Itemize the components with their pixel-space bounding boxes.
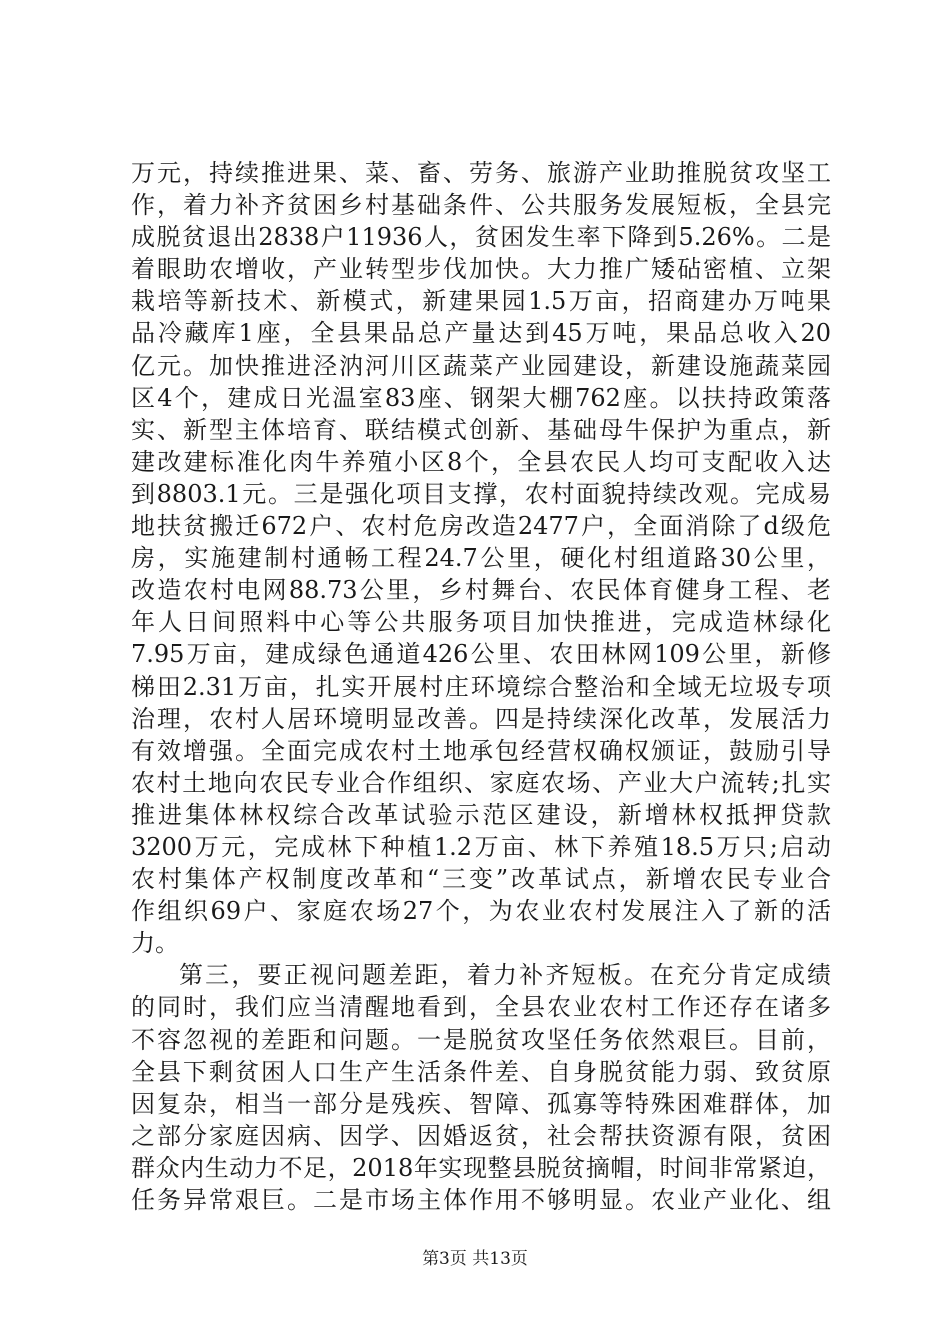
text-line: 亿元。加快推进泾汭河川区蔬菜产业园建设，新建设施蔬菜园 [131,351,831,380]
text-line: 任务异常艰巨。二是市场主体作用不够明显。农业产业化、组 [131,1186,831,1214]
text-line: 地扶贫搬迁672户、农村危房改造2477户，全面消除了d级危 [131,512,831,541]
text-line: 改造农村电网88.73公里，乡村舞台、农民体育健身工程、老 [131,576,831,605]
page-footer: 第3页 共13页 [422,1249,528,1269]
text-line: 到8803.1元。三是强化项目支撑，农村面貌持续改观。完成易 [131,479,831,508]
text-line: 不容忽视的差距和问题。一是脱贫攻坚任务依然艰巨。目前， [131,1025,831,1054]
text-line: 年人日间照料中心等公共服务项目加快推进，完成造林绿化 [131,608,831,637]
text-line: 成脱贫退出2838户11936人，贫困发生率下降到5.26%。二是 [131,223,831,252]
text-line: 作，着力补齐贫困乡村基础条件、公共服务发展短板，全县完 [131,191,831,220]
text-line: 全县下剩贫困人口生产生活条件差、自身脱贫能力弱、致贫原 [131,1057,831,1086]
text-line: 房，实施建制村通畅工程24.7公里，硬化村组道路30公里， [131,544,831,573]
text-line: 因复杂，相当一部分是残疾、智障、孤寡等特殊困难群体，加 [131,1089,831,1118]
text-line: 梯田2.31万亩，扎实开展村庄环境综合整治和全域无垃圾专项 [131,672,831,701]
text-line: 群众内生动力不足，2018年实现整县脱贫摘帽，时间非常紧迫， [131,1153,831,1182]
text-line: 区4个，建成日光温室83座、钢架大棚762座。以扶持政策落 [131,383,831,412]
text-line: 的同时，我们应当清醒地看到，全县农业农村工作还存在诸多 [131,993,831,1022]
text-line: 栽培等新技术、新模式，新建果园1.5万亩，招商建办万吨果 [131,287,831,316]
text-line: 着眼助农增收，产业转型步伐加快。大力推广矮砧密植、立架 [131,255,831,284]
text-line: 农村土地向农民专业合作组织、家庭农场、产业大户流转;扎实 [131,768,831,797]
paragraph-first-line: 第三，要正视问题差距，着力补齐短板。在充分肯定成绩 [179,961,831,990]
text-line: 力。 [131,929,179,958]
text-line: 3200万元，完成林下种植1.2万亩、林下养殖18.5万只;启动 [131,832,831,861]
text-line: 之部分家庭因病、因学、因婚返贫，社会帮扶资源有限，贫困 [131,1121,831,1150]
text-line: 有效增强。全面完成农村土地承包经营权确权颁证，鼓励引导 [131,736,831,765]
text-line: 治理，农村人居环境明显改善。四是持续深化改革，发展活力 [131,704,831,733]
text-line: 品冷藏库1座，全县果品总产量达到45万吨，果品总收入20 [131,319,831,348]
text-line: 推进集体林权综合改革试验示范区建设，新增林权抵押贷款 [131,800,831,829]
text-line: 农村集体产权制度改革和“三变”改革试点，新增农民专业合 [131,865,831,894]
text-line: 建改建标准化肉牛养殖小区8个，全县农民人均可支配收入达 [131,447,831,476]
text-line: 万元，持续推进果、菜、畜、劳务、旅游产业助推脱贫攻坚工 [131,159,831,187]
body-text [131,157,831,1216]
text-line: 实、新型主体培育、联结模式创新、基础母牛保护为重点，新 [131,415,831,444]
text-line: 作组织69户、家庭农场27个，为农业农村发展注入了新的活 [131,897,831,926]
text-line: 7.95万亩，建成绿色通道426公里、农田林网109公里，新修 [131,640,831,669]
